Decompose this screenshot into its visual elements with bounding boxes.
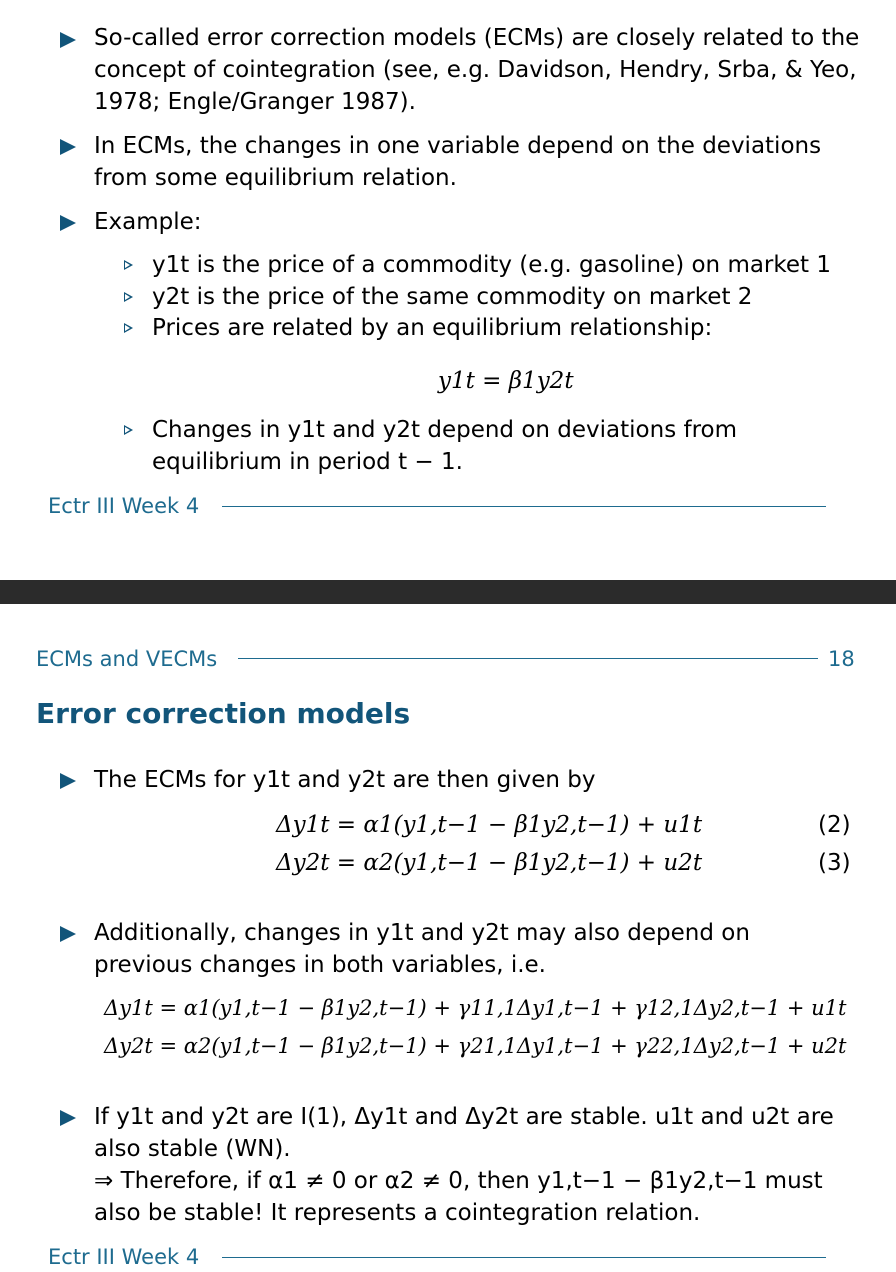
equation-4: Δy1t = α1(y1,t−1 − β1y2,t−1) + γ11,1Δy1,t−1 + γ12,1Δy2,t−1 + u1t xyxy=(104,996,847,1020)
bullet-triangle-icon xyxy=(60,773,76,789)
bottom-bullet-3-text: If y1t and y2t are I(1), Δy1t and Δy2t are stable. u1t and u2t are also stable (WN). xyxy=(94,1104,834,1162)
sub-bullet-4: Changes in y1t and y2t depend on deviations from equilibrium in period t − 1. xyxy=(152,417,738,475)
equation-3: Δy2t = α2(y1,t−1 − β1y2,t−1) + u2t xyxy=(276,850,703,876)
slide-title: Error correction models xyxy=(36,697,411,730)
bottom-bullet-2: Additionally, changes in y1t and y2t may also depend on previous changes in both variables, i.e. xyxy=(94,920,750,978)
top-bullet-2: In ECMs, the changes in one variable depend on the deviations from some equilibrium relation. xyxy=(94,133,822,191)
bottom-bullet-3-continuation: ⇒ Therefore, if α1 ≠ 0 or α2 ≠ 0, then y1,t−1 − β1y2,t−1 must also be stable! It represents a cointegration relation. xyxy=(94,1168,823,1226)
bottom-bullet-1: The ECMs for y1t and y2t are then given by xyxy=(94,767,596,793)
top-bullet-3: Example: xyxy=(94,209,202,235)
equation-2-number: (2) xyxy=(818,812,851,838)
equation-5: Δy2t = α2(y1,t−1 − β1y2,t−1) + γ21,1Δy1,t−1 + γ22,1Δy2,t−1 + u2t xyxy=(104,1034,847,1058)
bullet-triangle-icon xyxy=(60,215,76,231)
footer-label: Ectr III Week 4 xyxy=(48,494,200,518)
sub-bullet-triangle-icon xyxy=(124,425,133,435)
bullet-triangle-icon xyxy=(60,32,76,48)
slide-separator xyxy=(0,580,896,604)
footer-rule xyxy=(222,1257,826,1258)
bottom-bullet-3 xyxy=(94,1101,864,1229)
sub-bullet-triangle-icon xyxy=(124,323,133,333)
bullet-triangle-icon xyxy=(60,1110,76,1126)
sub-bullet-triangle-icon xyxy=(124,292,133,302)
section-label: ECMs and VECMs xyxy=(36,647,218,671)
footer-rule xyxy=(222,506,826,507)
equation-3-number: (3) xyxy=(818,850,851,876)
bullet-triangle-icon xyxy=(60,926,76,942)
sub-bullet-2: y2t is the price of the same commodity on market 2 xyxy=(152,284,753,310)
footer-label: Ectr III Week 4 xyxy=(48,1245,200,1269)
header-rule xyxy=(238,658,818,659)
sub-bullet-1: y1t is the price of a commodity (e.g. gasoline) on market 1 xyxy=(152,252,832,278)
sub-bullet-3: Prices are related by an equilibrium relationship: xyxy=(152,315,713,341)
equation-2: Δy1t = α1(y1,t−1 − β1y2,t−1) + u1t xyxy=(276,812,703,838)
page-number: 18 xyxy=(828,647,855,671)
top-bullet-1: So-called error correction models (ECMs) are closely related to the concept of cointegration (see, e.g. Davidson, Hendry, Srba, & Yeo, 1978; Engle/Granger 1987). xyxy=(94,25,860,115)
equilibrium-equation: y1t = β1y2t xyxy=(438,368,574,394)
bullet-triangle-icon xyxy=(60,139,76,155)
sub-bullet-triangle-icon xyxy=(124,260,133,270)
